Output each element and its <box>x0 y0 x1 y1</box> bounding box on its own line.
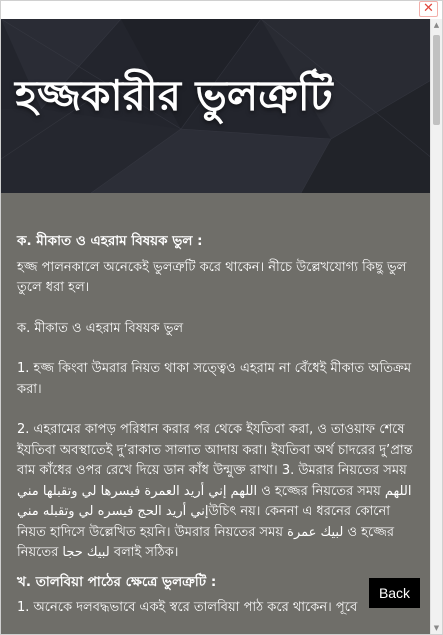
section-heading-miqat: ক. মীকাত ও এহরাম বিষয়ক ভুল : <box>17 233 203 249</box>
article-content <box>1 193 433 635</box>
close-button[interactable] <box>419 1 438 17</box>
title-bar <box>1 1 442 20</box>
scroll-up-arrow-icon[interactable]: ▲ <box>433 21 440 29</box>
close-icon: ✕ <box>423 1 434 16</box>
point-2-paragraph: 2. এহরামের কাপড় পরিধান করার পর থেকে ইযতিবা করা, ও তাওয়াফ শেষে ইযতিবা অবস্থাতেই দু’রাকাত সালাত আদায় করা। ইযতিবা অর্থ চাদরের দু’প্রান্ত বাম কাঁধের ওপর রেখে দিয়ে ডান কাঁধ উন্মুক্ত রাখা। 3. উমরার নিয়তের সময় اللهم إني أريد العمرة فيسرها لي وتقبلها مني ও হজ্জের নিয়তের সময় اللهم إني أريد الحج فيسره لي وتقبله منيউচিৎ নয়। কেননা এ ধরনের কোনো নিয়ত হাদিসে উল্লেখিত হয়নি। উমরার নিয়তের সময় لبيك عمرة ও হজ্জের নিয়তের لبيك حجا বলাই সঠিক। <box>17 422 413 560</box>
section-heading-talbiya: খ. তালবিয়া পাঠের ক্ষেত্রে ভুলত্রুটি : <box>17 573 217 590</box>
intro-paragraph: হজ্জ পালনকালে অনেকেই ভুলত্রুটি করে থাকেন। নীচে উল্লেখযোগ্য কিছু ভুল তুলে ধরা হল। <box>17 259 407 295</box>
talbiya-point-1: 1. অনেকে দলবদ্ধভাবে একই স্বরে তালবিয়া পাঠ করে থাকেন। পূবে <box>17 600 358 615</box>
hero-banner <box>1 19 433 193</box>
back-button[interactable]: Back <box>369 578 420 608</box>
vertical-scrollbar[interactable] <box>430 19 442 634</box>
point-1-paragraph: 1. হজ্জ কিংবা উমরার নিয়ত থাকা সত্ত্বেও এহরাম না বেঁধেই মীকাত অতিক্রম করা। <box>17 361 412 397</box>
subheading-paragraph: ক. মীকাত ও এহরাম বিষয়ক ভুল <box>17 320 184 336</box>
scroll-thumb[interactable] <box>433 35 440 125</box>
page-title: হজ্জকারীর ভুলত্রুটি <box>15 71 333 120</box>
scroll-down-arrow-icon[interactable]: ▼ <box>433 624 440 632</box>
